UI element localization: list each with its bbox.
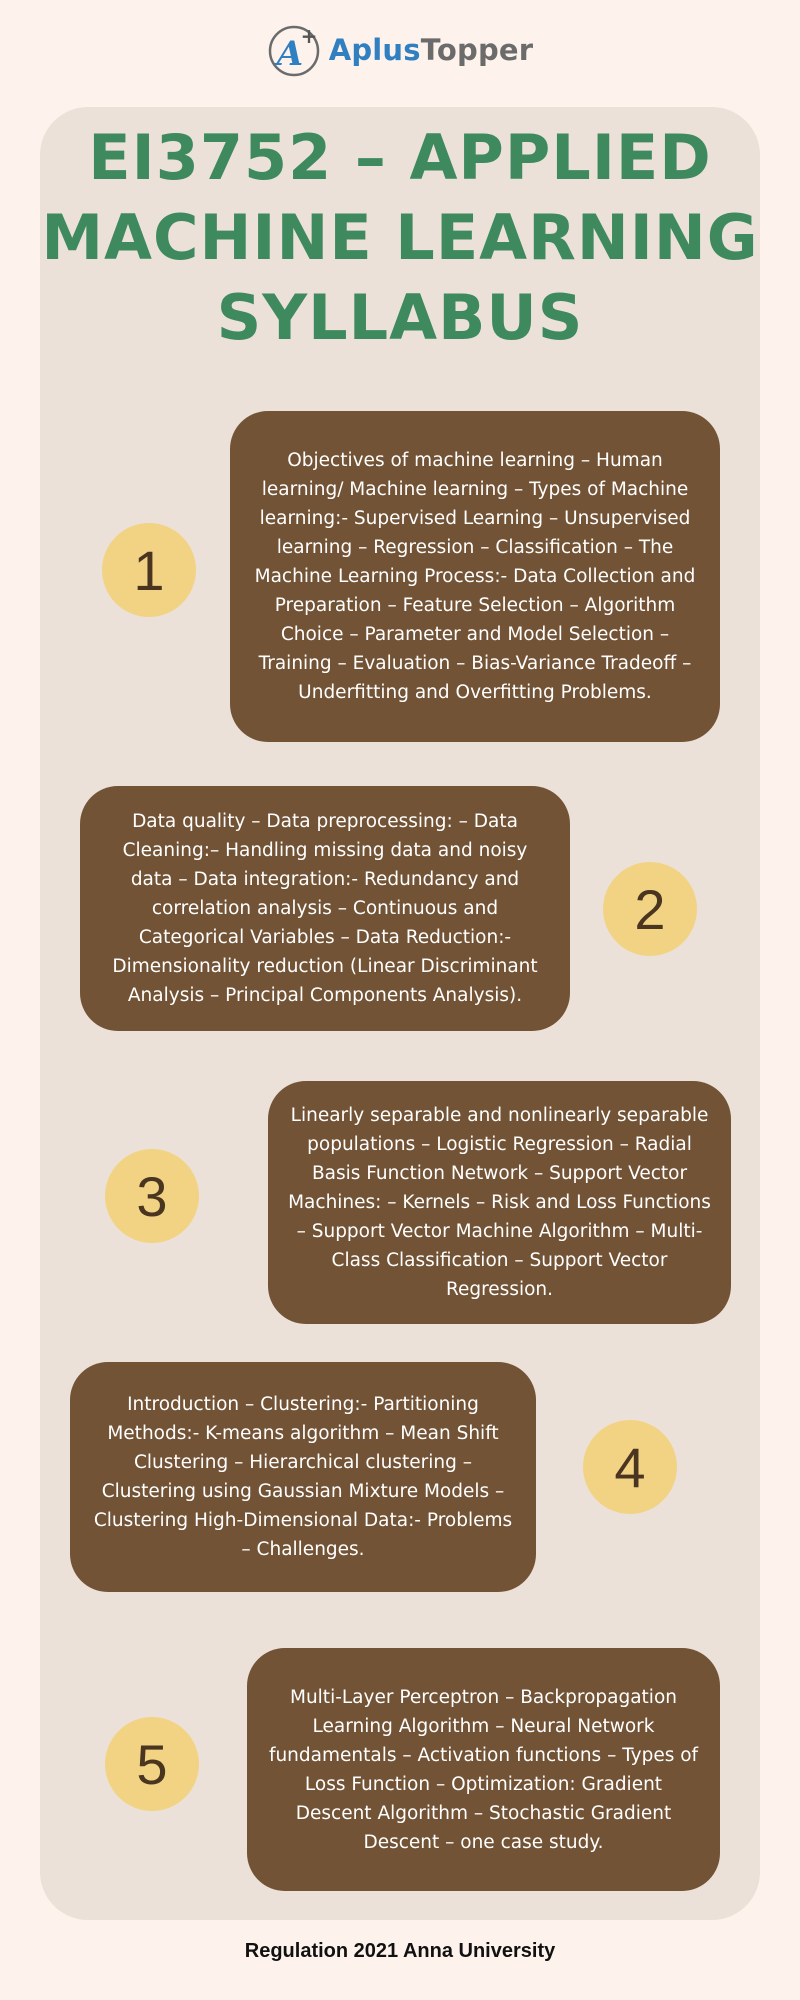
title-line-2: MACHINE LEARNING	[41, 201, 759, 274]
unit-2-content-box: Data quality – Data preprocessing: – Data Cleaning:– Handling missing data and noisy data – Data integration:- Redundancy and correlation analysis – Continuous and Categorical Variables – Data Reduction:- Dimensionality reduction (Linear Discriminant Analysis – Principal Components Analysis).	[80, 786, 570, 1031]
title-line-3: SYLLABUS	[216, 281, 584, 354]
footer-regulation: Regulation 2021 Anna University	[244, 1940, 556, 1962]
unit-1-number-badge: 1	[102, 523, 196, 617]
unit-3-content-box: Linearly separable and nonlinearly separable populations – Logistic Regression – Radial Basis Function Network – Support Vector Machines: – Kernels – Risk and Loss Functions – Support Vector Machine Algorithm – Multi-Class Classification – Support Vector Regression.	[268, 1081, 731, 1324]
logo-mark-letter: A	[276, 34, 303, 74]
unit-4-number-badge: 4	[583, 1420, 677, 1514]
logo-mark-plus: +	[300, 24, 318, 48]
aplustopper-logo[interactable]	[0, 22, 800, 78]
unit-5-content-box: Multi-Layer Perceptron – Backpropagation Learning Algorithm – Neural Network fundamentals – Activation functions – Types of Loss Function – Optimization: Gradient Descent Algorithm – Stochastic Gradient Descent – one case study.	[247, 1648, 720, 1891]
unit-1-content-box: Objectives of machine learning – Human learning/ Machine learning – Types of Machine learning:- Supervised Learning – Unsupervised learning – Regression – Classification – The Machine Learning Process:- Data Collection and Preparation – Feature Selection – Algorithm Choice – Parameter and Model Selection – Training – Evaluation – Bias-Variance Tradeoff – Underfitting and Overfitting Problems.	[230, 411, 720, 742]
unit-4-content-box: Introduction – Clustering:- Partitioning Methods:- K-means algorithm – Mean Shift Clustering – Hierarchical clustering – Clustering using Gaussian Mixture Models – Clustering High-Dimensional Data:- Problems – Challenges.	[70, 1362, 536, 1592]
logo-brand-part2: Topper	[420, 33, 534, 67]
unit-3-number-badge: 3	[105, 1149, 199, 1243]
title-line-1: EI3752 – APPLIED	[88, 121, 712, 194]
logo-brand-part1: Aplus	[328, 33, 421, 67]
unit-5-number-badge: 5	[105, 1717, 199, 1811]
logo-wordmark	[329, 33, 534, 67]
aplustopper-logo-icon	[267, 23, 321, 77]
unit-2-number-badge: 2	[603, 862, 697, 956]
page-title	[40, 118, 760, 358]
